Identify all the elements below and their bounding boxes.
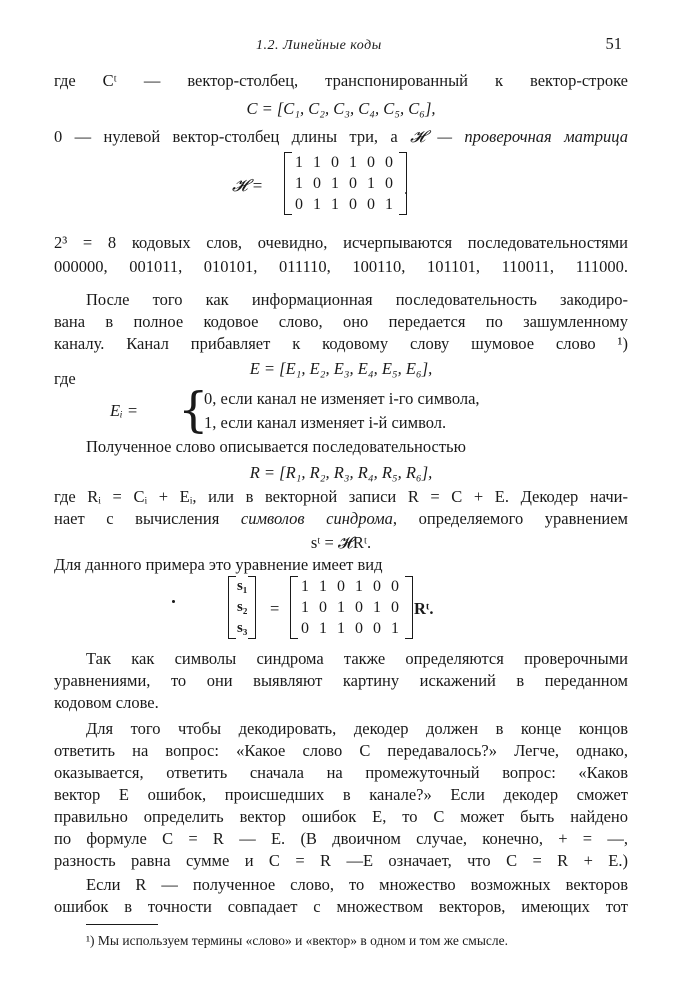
text-line: кодовом слове. xyxy=(54,693,159,712)
parity-check-matrix xyxy=(284,152,407,215)
text-line: где Cᵗ — вектор-столбец, транспонированный к вектор-строке xyxy=(54,71,628,90)
text-line: вектор E ошибок, происшедших в канале?» Если декодер сможет xyxy=(54,785,628,804)
equation-R: R = [R₁, R₂, R₃, R₄, R₅, R₆], xyxy=(249,463,433,482)
text-line xyxy=(54,126,628,148)
text-line: Если R — полученное слово, то множество возможных векторов xyxy=(86,875,628,894)
vector-entry: s₃ xyxy=(237,620,248,636)
parity-check-matrix-2 xyxy=(290,576,413,639)
text-line: После того как информационная последовательность закодиро- xyxy=(86,290,628,309)
case-line: 0, если канал не изменяет i-го символа, xyxy=(204,389,480,408)
text-span: , определяемого уравнением xyxy=(392,509,628,528)
matrix-row: 0 1 1 0 0 1 xyxy=(301,620,402,637)
stray-dot xyxy=(172,600,175,603)
matrix-H-label: 𝓗 = xyxy=(232,176,264,195)
text-line: Для данного примера это уравнение имеет вид xyxy=(54,555,383,574)
syndrome-vector xyxy=(228,576,256,639)
footnote: ¹) Мы используем термины «слово» и «вектор» в одном и том же смысле. xyxy=(86,933,508,948)
equation-syndrome: sᵗ = 𝓗Rᵗ. xyxy=(310,533,372,552)
page-number: 51 xyxy=(605,34,622,53)
Ei-label: Eᵢ = xyxy=(110,401,138,420)
emphasis-span: символов синдрома xyxy=(240,509,393,528)
text-line: 2³ = 8 кодовых слов, очевидно, исчерпываются последовательностями xyxy=(54,233,628,252)
running-title: 1.2. Линейные коды xyxy=(256,38,382,53)
text-line: ответить на вопрос: «Какое слово C передавалось?» Легче, однако, xyxy=(54,741,628,760)
emphasis-span: 𝓗 — проверочная матрица xyxy=(410,127,628,146)
matrix-row: 1 0 1 0 1 0 xyxy=(301,599,402,616)
equation-E: E = [E₁, E₂, E₃, E₄, E₅, E₆], xyxy=(249,359,433,378)
equation-C: C = [C₁, C₂, C₃, C₄, C₅, C₆], xyxy=(246,99,436,118)
vector-entry: s₁ xyxy=(237,578,248,594)
text-line: где xyxy=(54,369,76,388)
matrix-end: . xyxy=(404,179,409,198)
matrix-row: 0 1 1 0 0 1 xyxy=(295,196,396,213)
text-line: Полученное слово описывается последовательностью xyxy=(86,437,466,456)
codewords-line: 000000, 001011, 010101, 011110, 100110, 101101, 110011, 111000. xyxy=(54,257,628,276)
left-brace: { xyxy=(178,382,209,438)
Rt-symbol: Rᵗ. xyxy=(414,599,434,618)
text-line: уравнениями, то они выявляют картину искажений в переданном xyxy=(54,671,628,690)
footnote-rule xyxy=(86,924,158,925)
text-line: разность равна сумме и C = R —E означает, что C = R + E.) xyxy=(54,851,628,870)
vector-entry: s₂ xyxy=(237,599,248,615)
text-line: где Rᵢ = Cᵢ + Eᵢ, или в векторной записи R = C + E. Декодер начи- xyxy=(54,487,628,506)
equals-sign: = xyxy=(270,599,280,618)
matrix-row: 1 1 0 1 0 0 xyxy=(295,154,396,171)
text-line: по формуле C = R — E. (В двоичном случае, конечно, + = —, xyxy=(54,829,628,848)
text-line: оказывается, ответить сначала на промежуточный вопрос: «Каков xyxy=(54,763,628,782)
text-line: Так как символы синдрома также определяются проверочными xyxy=(86,649,628,668)
case-line: 1, если канал изменяет i-й символ. xyxy=(204,413,447,432)
text-span: 0 — нулевой вектор-столбец длины три, а xyxy=(54,127,411,146)
text-span: нает с вычисления xyxy=(54,509,241,528)
text-line: Для того чтобы декодировать, декодер должен в конце концов xyxy=(86,719,628,738)
text-line: правильно определить вектор ошибок E, то C может быть найдено xyxy=(54,807,628,826)
text-line xyxy=(54,508,628,530)
text-line: ошибок в точности совпадает с множеством векторов, имеющих тот xyxy=(54,897,628,916)
matrix-row: 1 0 1 0 1 0 xyxy=(295,175,396,192)
text-line: вана в полное кодовое слово, оно передается по зашумленному xyxy=(54,312,628,331)
text-line: каналу. Канал прибавляет к кодовому слову шумовое слово ¹) xyxy=(54,334,628,353)
matrix-row: 1 1 0 1 0 0 xyxy=(301,578,402,595)
